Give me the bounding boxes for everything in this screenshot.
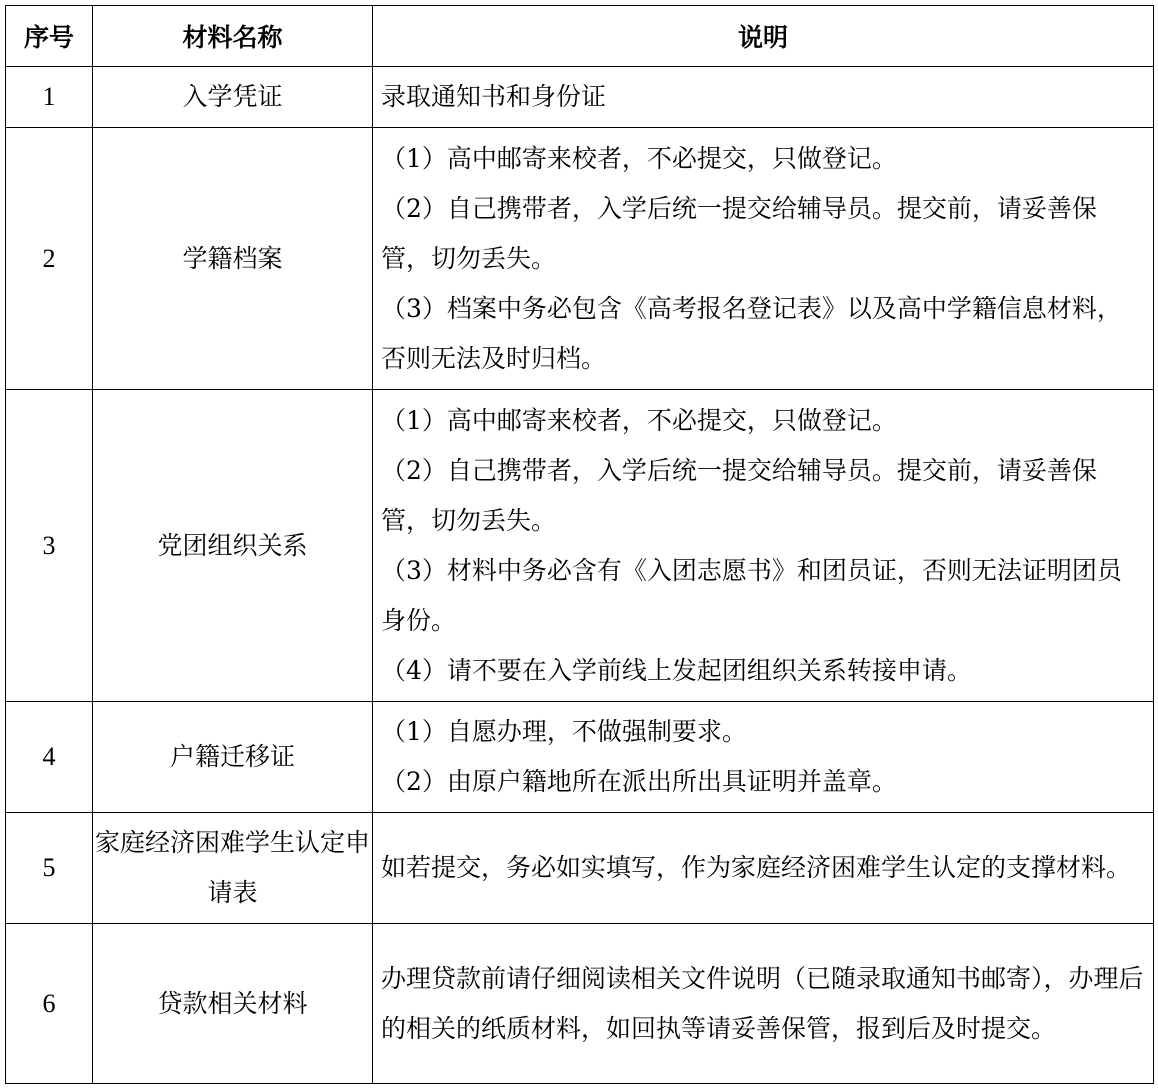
table-row [6,67,1154,128]
row-desc [373,702,1154,813]
row-num: 5 [6,813,93,924]
table-row [6,924,1154,1084]
desc-line: （2）自己携带者，入学后统一提交给辅导员。提交前，请妥善保管，切勿丢失。 [381,193,1097,273]
desc-line: （1）自愿办理，不做强制要求。 [381,717,747,746]
desc-line: （3）档案中务必包含《高考报名登记表》以及高中学籍信息材料，否则无法及时归档。 [381,293,1122,373]
desc-line: （1）高中邮寄来校者，不必提交，只做登记。 [381,143,897,173]
header-num: 序号 [6,6,93,67]
desc-line: 办理贷款前请仔细阅读相关文件说明（已随录取通知书邮寄），办理后的相关的纸质材料，如回执等请妥善保管，报到后及时提交。 [381,963,1144,1043]
materials-table [5,5,1154,1084]
desc-line: 如若提交，务必如实填写，作为家庭经济困难学生认定的支撑材料。 [381,853,1132,882]
row-num: 3 [6,390,93,702]
row-name: 党团组织关系 [93,390,373,702]
row-desc [373,813,1154,924]
table-row [6,702,1154,813]
row-desc [373,128,1154,390]
row-num: 2 [6,128,93,390]
row-desc [373,390,1154,702]
table-row [6,813,1154,924]
row-name: 家庭经济困难学生认定申请表 [93,813,373,924]
desc-line: （2）由原户籍地所在派出所出具证明并盖章。 [381,767,897,796]
header-row [6,6,1154,67]
row-desc [373,924,1154,1084]
desc-line: （1）高中邮寄来校者，不必提交，只做登记。 [381,405,897,435]
row-desc [373,67,1154,128]
header-desc: 说明 [373,6,1154,67]
row-name: 贷款相关材料 [93,924,373,1084]
desc-line: （3）材料中务必含有《入团志愿书》和团员证，否则无法证明团员身份。 [381,555,1122,635]
table-row [6,390,1154,702]
row-name: 学籍档案 [93,128,373,390]
desc-line: 录取通知书和身份证 [381,82,607,111]
row-name: 入学凭证 [93,67,373,128]
header-name: 材料名称 [93,6,373,67]
row-num: 4 [6,702,93,813]
desc-line: （4）请不要在入学前线上发起团组织关系转接申请。 [381,655,972,685]
row-num: 1 [6,67,93,128]
row-name: 户籍迁移证 [93,702,373,813]
row-num: 6 [6,924,93,1084]
table-row [6,128,1154,390]
desc-line: （2）自己携带者，入学后统一提交给辅导员。提交前，请妥善保管，切勿丢失。 [381,455,1097,535]
